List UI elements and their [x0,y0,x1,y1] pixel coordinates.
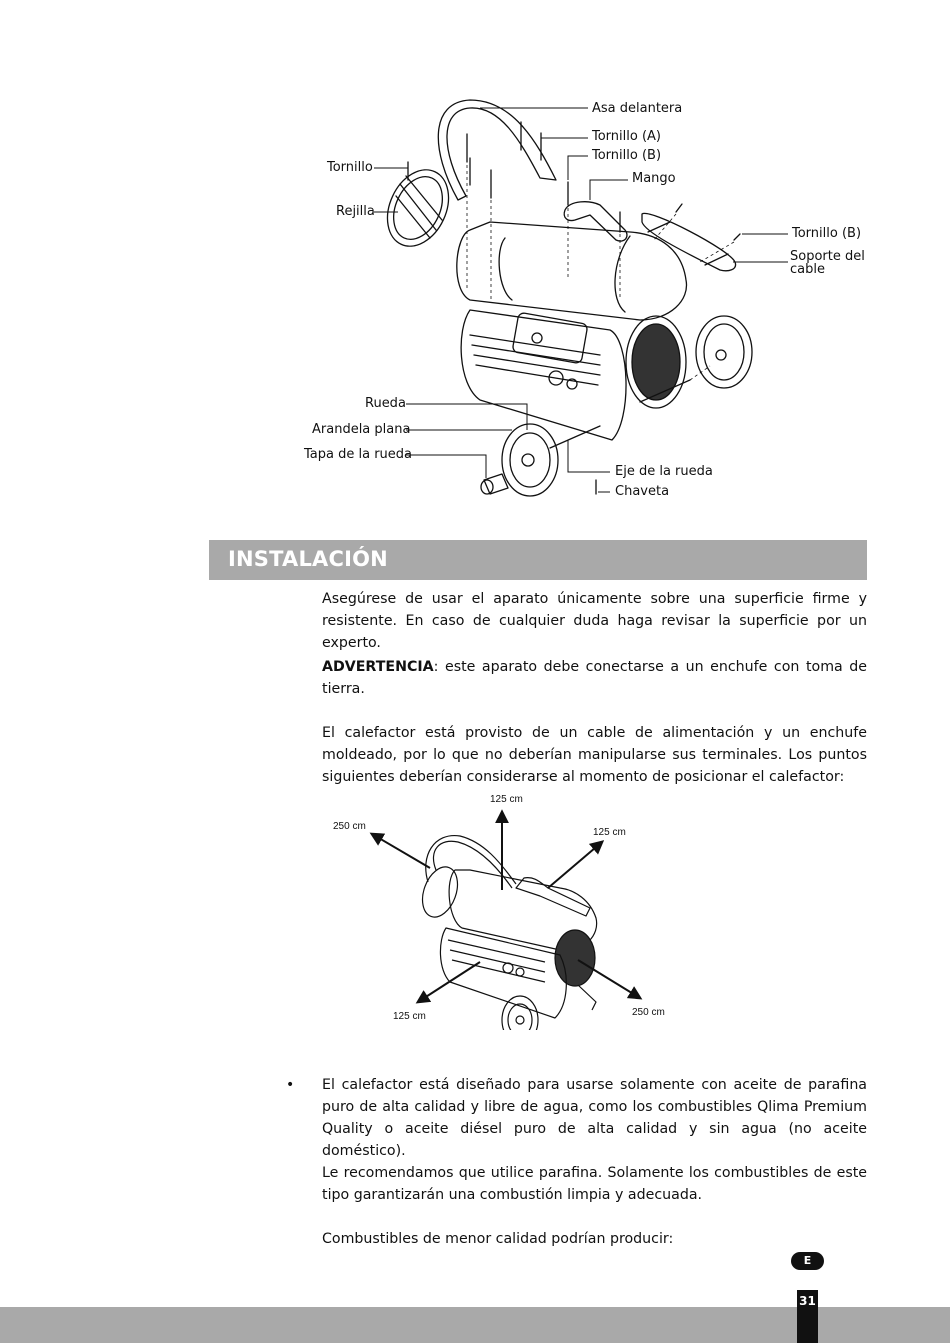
label-tornillo: Tornillo [327,160,373,175]
clearance-top-left-label: 250 cm [333,821,366,832]
label-mango: Mango [632,171,676,186]
language-badge: E [791,1252,824,1270]
label-eje-de-la-rueda: Eje de la rueda [615,464,713,479]
paragraph-warning [322,656,867,700]
exploded-diagram [0,0,950,520]
label-tornillo-b-top: Tornillo (B) [592,148,662,163]
label-soporte-del-cable [790,250,865,276]
warning-label: ADVERTENCIA [322,659,434,675]
label-tapa-de-la-rueda: Tapa de la rueda [304,447,412,462]
label-soporte-line1: Soporte del [790,249,865,264]
paragraph-fuel-type: El calefactor está diseñado para usarse solamente con aceite de parafina puro de alta calidad y libre de agua, como los combustibles Qlima Premium Quality o aceite diésel puro de alta calidad y sin agua (no aceite doméstico). [322,1077,867,1159]
clearance-top-label: 125 cm [490,794,523,805]
paragraph-surface: Asegúrese de usar el aparato únicamente sobre una superficie firme y resistente. En caso de cualquier duda haga revisar la superficie por un experto. [322,591,867,651]
paragraph-recommend-paraffin: Le recomendamos que utilice parafina. Solamente los combustibles de este tipo garantizarán una combustión limpia y adecuada. [322,1165,867,1203]
warning-text: : este aparato debe conectarse a un enchufe con toma de tierra. [322,659,867,697]
label-chaveta: Chaveta [615,484,670,499]
paragraph-power-cable: El calefactor está provisto de un cable de alimentación y un enchufe moldeado, por lo que no deberían manipularse sus terminales. Los puntos siguientes deberían considerarse al momento de posicionar el calefactor: [322,725,867,785]
page-number: 31 [799,1294,816,1308]
clearance-heater-drawing [0,790,950,1030]
label-rejilla: Rejilla [336,204,375,219]
label-tornillo-a: Tornillo (A) [592,129,661,144]
bullet-marker: • [286,1077,295,1093]
label-arandela-plana: Arandela plana [312,422,411,437]
section-title: INSTALACIÓN [228,547,388,571]
clearance-bottom-right-label: 250 cm [632,1007,665,1018]
label-soporte-line2: cable [790,262,825,277]
section-header-bar [209,540,867,580]
clearance-top-right-label: 125 cm [593,827,626,838]
page-number-box [797,1290,818,1343]
clearance-bottom-left-label: 125 cm [393,1011,426,1022]
clearance-diagram [0,790,950,1030]
paragraph-lower-quality: Combustibles de menor calidad podrían producir: [322,1231,674,1247]
label-tornillo-b-right: Tornillo (B) [792,226,862,241]
label-asa-delantera: Asa delantera [592,101,683,116]
label-rueda: Rueda [365,396,406,411]
